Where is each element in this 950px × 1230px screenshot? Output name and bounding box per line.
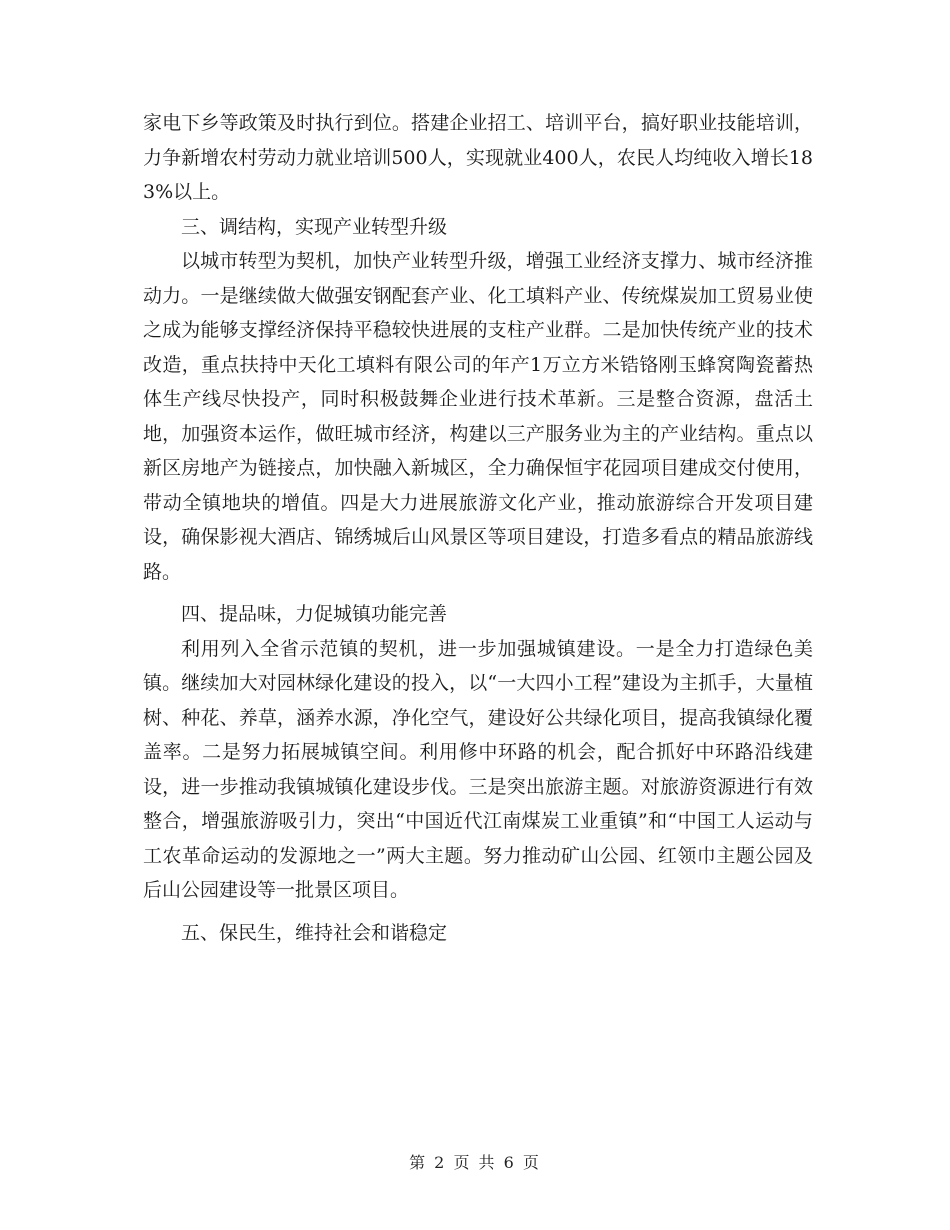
section-heading: 三、调结构，实现产业转型升级 [181, 215, 448, 238]
body-paragraph: 利用列入全省示范镇的契机，进一步加强城镇建设。一是全力打造绿色美镇。继续加大对园林绿化建设的投入，以“一大四小工程”建设为主抓手，大量植树、种花、养草，涵养水源，净化空气，建设好公共绿化项目，提高我镇绿化覆盖率。二是努力拓展城镇空间。利用修中环路的机会，配合抓好中环路沿线建设，进一步推动我镇城镇化建设步伐。三是突出旅游主题。对旅游资源进行有效整合，增强旅游吸引力，突出“中国近代江南煤炭工业重镇”和“中国工人运动与工农革命运动的发源地之一”两大主题。努力推动矿山公园、红领巾主题公园及后山公园建设等一批景区项目。 [143, 637, 813, 901]
document-body [143, 106, 813, 950]
section-heading: 五、保民生，维持社会和谐稳定 [181, 921, 448, 944]
section-heading: 四、提品味，力促城镇功能完善 [181, 603, 448, 625]
body-paragraph: 家电下乡等政策及时执行到位。搭建企业招工、培训平台，搞好职业技能培训，力争新增农村劳动力就业培训500人，实现就业400人，农民人均纯收入增长183%以上。 [143, 112, 813, 203]
page-number-footer: 第 2 页 共 6 页 [409, 1153, 541, 1172]
body-paragraph: 以城市转型为契机，加快产业转型升级，增强工业经济支撑力、城市经济推动力。一是继续做大做强安钢配套产业、化工填料产业、传统煤炭加工贸易业使之成为能够支撑经济保持平稳较快进展的支柱产业群。二是加快传统产业的技术改造，重点扶持中天化工填料有限公司的年产1万立方米锆铬刚玉蜂窝陶瓷蓄热体生产线尽快投产，同时积极鼓舞企业进行技术革新。三是整合资源，盘活土地，加强资本运作，做旺城市经济，构建以三产服务业为主的产业结构。重点以新区房地产为链接点，加快融入新城区，全力确保恒宇花园项目建成交付使用，带动全镇地块的增值。四是大力进展旅游文化产业，推动旅游综合开发项目建设，确保影视大酒店、锦绣城后山风景区等项目建设，打造多看点的精品旅游线路。 [143, 250, 813, 583]
